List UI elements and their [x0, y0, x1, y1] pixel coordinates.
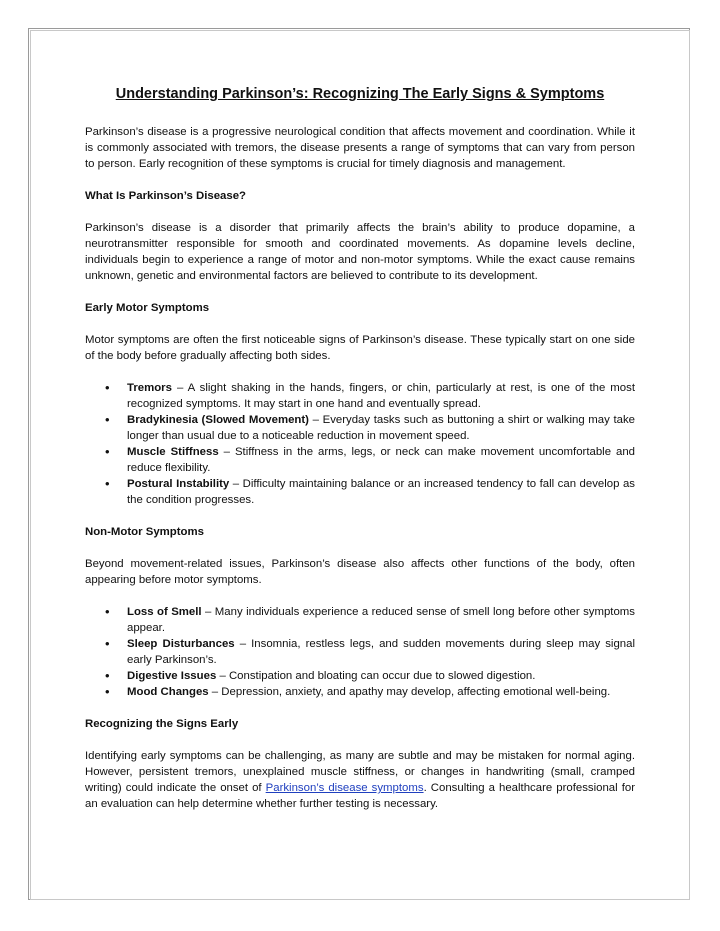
list-item: [127, 684, 635, 700]
list-item-term: Loss of Smell: [127, 606, 202, 618]
list-item-term: Sleep Disturbances: [127, 638, 235, 650]
list-item-text: – Depression, anxiety, and apathy may develop, affecting emotional well-being.: [208, 686, 611, 698]
heading-early-motor-symptoms: Early Motor Symptoms: [85, 302, 210, 314]
recognizing-text-after-link: . Consulting a healthcare professional for an evaluation can help determine whether further testing is necessary.: [85, 782, 635, 810]
list-item: [127, 380, 635, 412]
list-item-text: – Difficulty maintaining balance or an increased tendency to fall can develop as the condition progresses.: [127, 478, 635, 506]
list-item: [127, 412, 635, 444]
list-item: [127, 476, 635, 508]
document-content: [85, 84, 635, 828]
document-title: Understanding Parkinson’s: Recognizing The Early Signs & Symptoms: [115, 86, 605, 102]
list-item-term: Muscle Stiffness: [127, 446, 219, 458]
list-item-text: – Insomnia, restless legs, and sudden movements during sleep may signal early Parkinson’s.: [127, 638, 635, 666]
list-item: [127, 636, 635, 668]
list-item-text: – Everyday tasks such as buttoning a shirt or walking may take longer than usual due to a noticeable reduction in movement speed.: [127, 414, 635, 442]
list-item-term: Tremors: [127, 382, 172, 394]
non-motor-intro-paragraph: Beyond movement-related issues, Parkinson’s disease also affects other functions of the body, often appearing before motor symptoms.: [85, 558, 635, 586]
list-item-term: Bradykinesia (Slowed Movement): [127, 414, 309, 426]
intro-paragraph: Parkinson’s disease is a progressive neurological condition that affects movement and coordination. While it is commonly associated with tremors, the disease presents a range of symptoms that can vary from person to person. Early recognition of these symptoms is crucial for timely diagnosis and management.: [85, 126, 635, 170]
list-item-text: – Constipation and bloating can occur due to slowed digestion.: [216, 670, 536, 682]
list-item-term: Digestive Issues: [127, 670, 217, 682]
non-motor-symptoms-list: [85, 604, 635, 700]
list-item: [127, 668, 635, 684]
what-is-paragraph: Parkinson’s disease is a disorder that primarily affects the brain’s ability to produce dopamine, a neurotransmitter responsible for smooth and coordinated movements. As dopamine levels decline, individuals begin to experience a range of motor and non-motor symptoms. While the exact cause remains unknown, genetic and environmental factors are believed to contribute to its development.: [85, 222, 635, 282]
recognizing-paragraph: [85, 748, 635, 812]
motor-intro-paragraph: Motor symptoms are often the first noticeable signs of Parkinson’s disease. These typically start on one side of the body before gradually affecting both sides.: [85, 334, 635, 362]
heading-what-is-parkinsons: What Is Parkinson’s Disease?: [85, 190, 247, 202]
parkinsons-symptoms-link[interactable]: Parkinson’s disease symptoms: [265, 782, 424, 794]
list-item: [127, 444, 635, 476]
heading-recognizing-signs-early: Recognizing the Signs Early: [85, 718, 239, 730]
recognizing-text-before-link: Identifying early symptoms can be challenging, as many are subtle and may be mistaken for normal aging. However, persistent tremors, unexplained muscle stiffness, or changes in handwriting (small, cramped writing) could indicate the onset of: [85, 750, 635, 794]
list-item-text: – Many individuals experience a reduced sense of smell long before other symptoms appear.: [127, 606, 635, 634]
list-item-text: – A slight shaking in the hands, fingers, or chin, particularly at rest, is one of the most recognized symptoms. It may start in one hand and eventually spread.: [127, 382, 635, 410]
list-item-term: Mood Changes: [127, 686, 209, 698]
list-item: [127, 604, 635, 636]
motor-symptoms-list: [85, 380, 635, 508]
heading-non-motor-symptoms: Non-Motor Symptoms: [85, 526, 204, 538]
list-item-term: Postural Instability: [127, 478, 230, 490]
list-item-text: – Stiffness in the arms, legs, or neck can make movement uncomfortable and reduce flexibility.: [127, 446, 635, 474]
